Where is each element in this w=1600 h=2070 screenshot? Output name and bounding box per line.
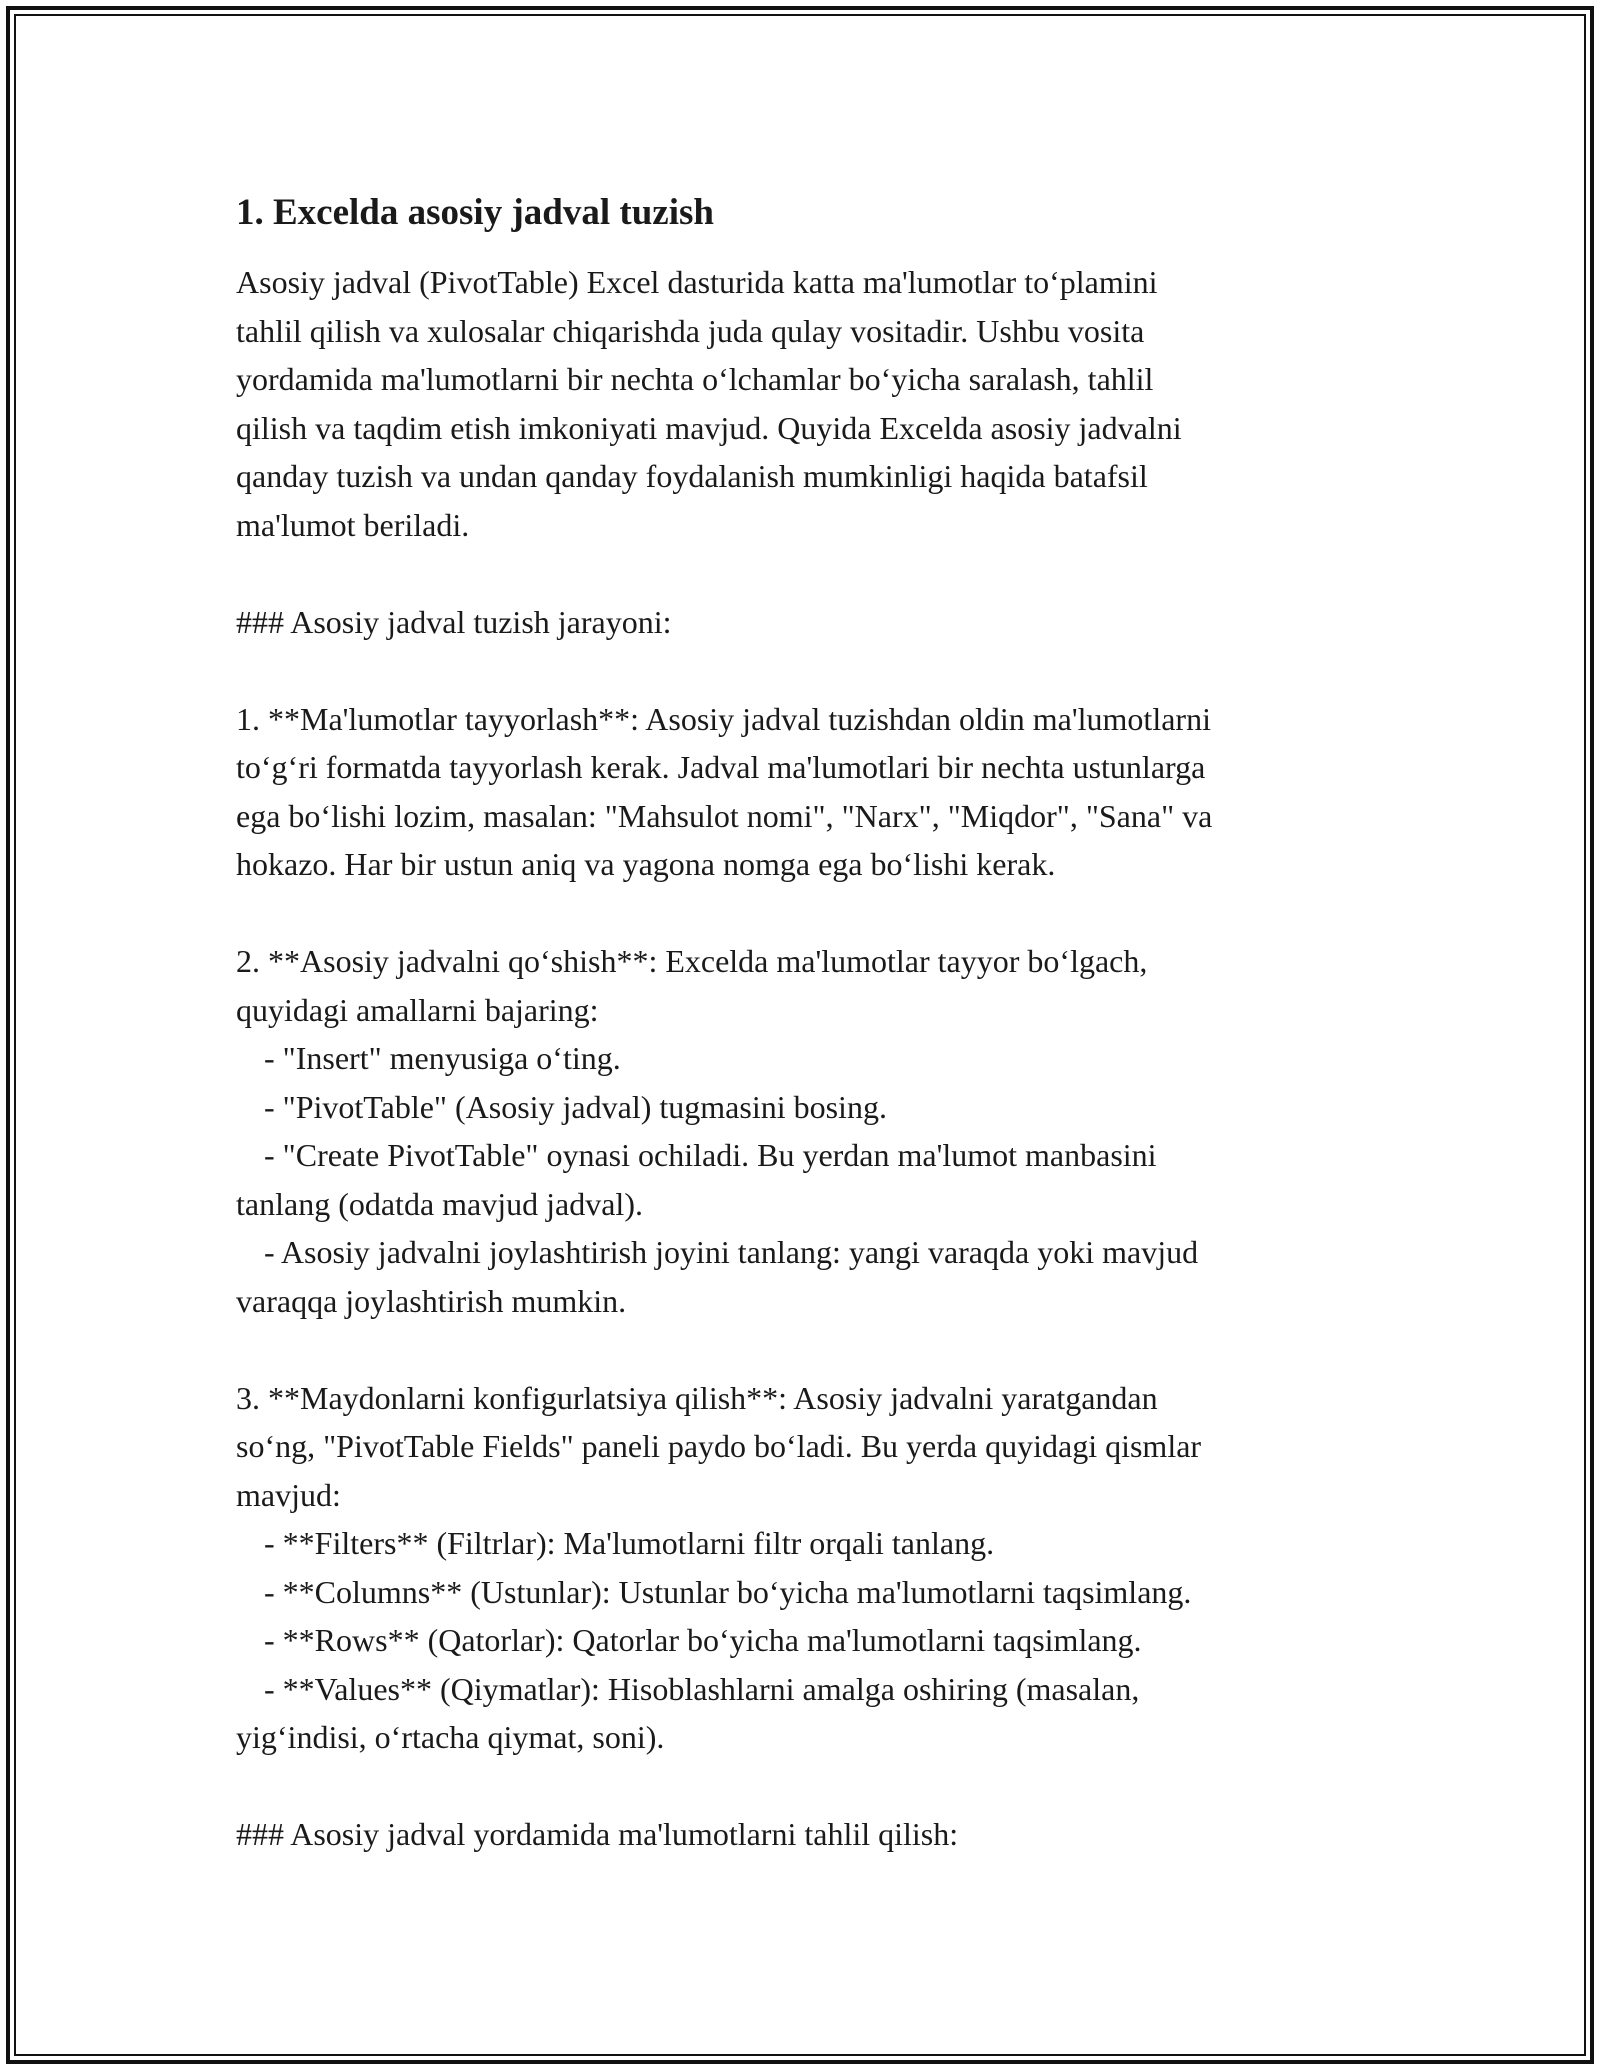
step-2-bullet: - Asosiy jadvalni joylashtirish joyini tanlang: yangi varaqda yoki mavjud [264,1234,1199,1270]
step-2-paragraph [236,937,1386,1325]
step-2-bullet: - "Create PivotTable" oynasi ochiladi. Bu yerdan ma'lumot manbasini [264,1137,1157,1173]
intro-line: Asosiy jadval (PivotTable) Excel dasturida katta ma'lumotlar to‘plamini [236,264,1158,300]
intro-line: qanday tuzish va undan qanday foydalanish mumkinligi haqida batafsil [236,458,1148,494]
document-title: 1. Excelda asosiy jadval tuzish [236,192,714,233]
intro-line: ma'lumot beriladi. [236,506,470,543]
intro-paragraph [236,258,1386,549]
step-1-line: hokazo. Har bir ustun aniq va yagona nomga ega bo‘lishi kerak. [236,846,1056,882]
step-3-line: mavjud: [236,1476,341,1513]
step-2-line: quyidagi amallarni bajaring: [236,991,599,1028]
step-3-bullet-wrap: yig‘indisi, o‘rtacha qiymat, soni). [236,1719,665,1755]
intro-line: qilish va taqdim etish imkoniyati mavjud. Quyida Excelda asosiy jadvalni [236,409,1182,446]
step-2-bullet: - "PivotTable" (Asosiy jadval) tugmasini bosing. [264,1088,887,1125]
paragraph-gap [236,549,1386,598]
step-2-bullet-wrap: varaqqa joylashtirish mumkin. [236,1282,627,1319]
step-3-bullet: - **Values** (Qiymatlar): Hisoblashlarni amalga oshiring (masalan, [264,1670,1140,1707]
paragraph-gap [236,1325,1386,1374]
paragraph-gap [236,1762,1386,1811]
step-2-bullet-wrap: tanlang (odatda mavjud jadval). [236,1185,643,1222]
step-2-bullet: - "Insert" menyusiga o‘ting. [264,1040,621,1076]
document-page [236,184,1386,1859]
step-3-line: so‘ng, "PivotTable Fields" paneli paydo bo‘ladi. Bu yerda quyidagi qismlar [236,1428,1202,1464]
step-3-bullet: - **Filters** (Filtrlar): Ma'lumotlarni filtr orqali tanlang. [264,1525,995,1561]
step-3-line: 3. **Maydonlarni konfigurlatsiya qilish**: Asosiy jadvalni yaratgandan [236,1379,1158,1416]
paragraph-gap [236,646,1386,695]
step-2-line: 2. **Asosiy jadvalni qo‘shish**: Excelda ma'lumotlar tayyor bo‘lgach, [236,943,1148,979]
step-3-bullet: - **Columns** (Ustunlar): Ustunlar bo‘yicha ma'lumotlarni taqsimlang. [264,1573,1192,1610]
analysis-heading [236,1810,1386,1859]
step-3-bullet: - **Rows** (Qatorlar): Qatorlar bo‘yicha ma'lumotlarni taqsimlang. [264,1622,1142,1658]
step-1-line: to‘g‘ri formatda tayyorlash kerak. Jadval ma'lumotlari bir nechta ustunlarga [236,749,1206,785]
process-heading [236,598,1386,647]
process-heading-text: ### Asosiy jadval tuzish jarayoni: [236,603,672,640]
analysis-heading-text: ### Asosiy jadval yordamida ma'lumotlarni tahlil qilish: [236,1816,959,1852]
intro-line: tahlil qilish va xulosalar chiqarishda juda qulay vositadir. Ushbu vosita [236,312,1145,349]
step-1-line: ega bo‘lishi lozim, masalan: "Mahsulot nomi", "Narx", "Miqdor", "Sana" va [236,797,1213,834]
intro-line: yordamida ma'lumotlarni bir nechta o‘lchamlar bo‘yicha saralash, tahlil [236,361,1154,397]
step-1-line: 1. **Ma'lumotlar tayyorlash**: Asosiy jadval tuzishdan oldin ma'lumotlarni [236,700,1211,737]
paragraph-gap [236,889,1386,938]
step-1-paragraph [236,695,1386,889]
step-3-paragraph [236,1374,1386,1762]
